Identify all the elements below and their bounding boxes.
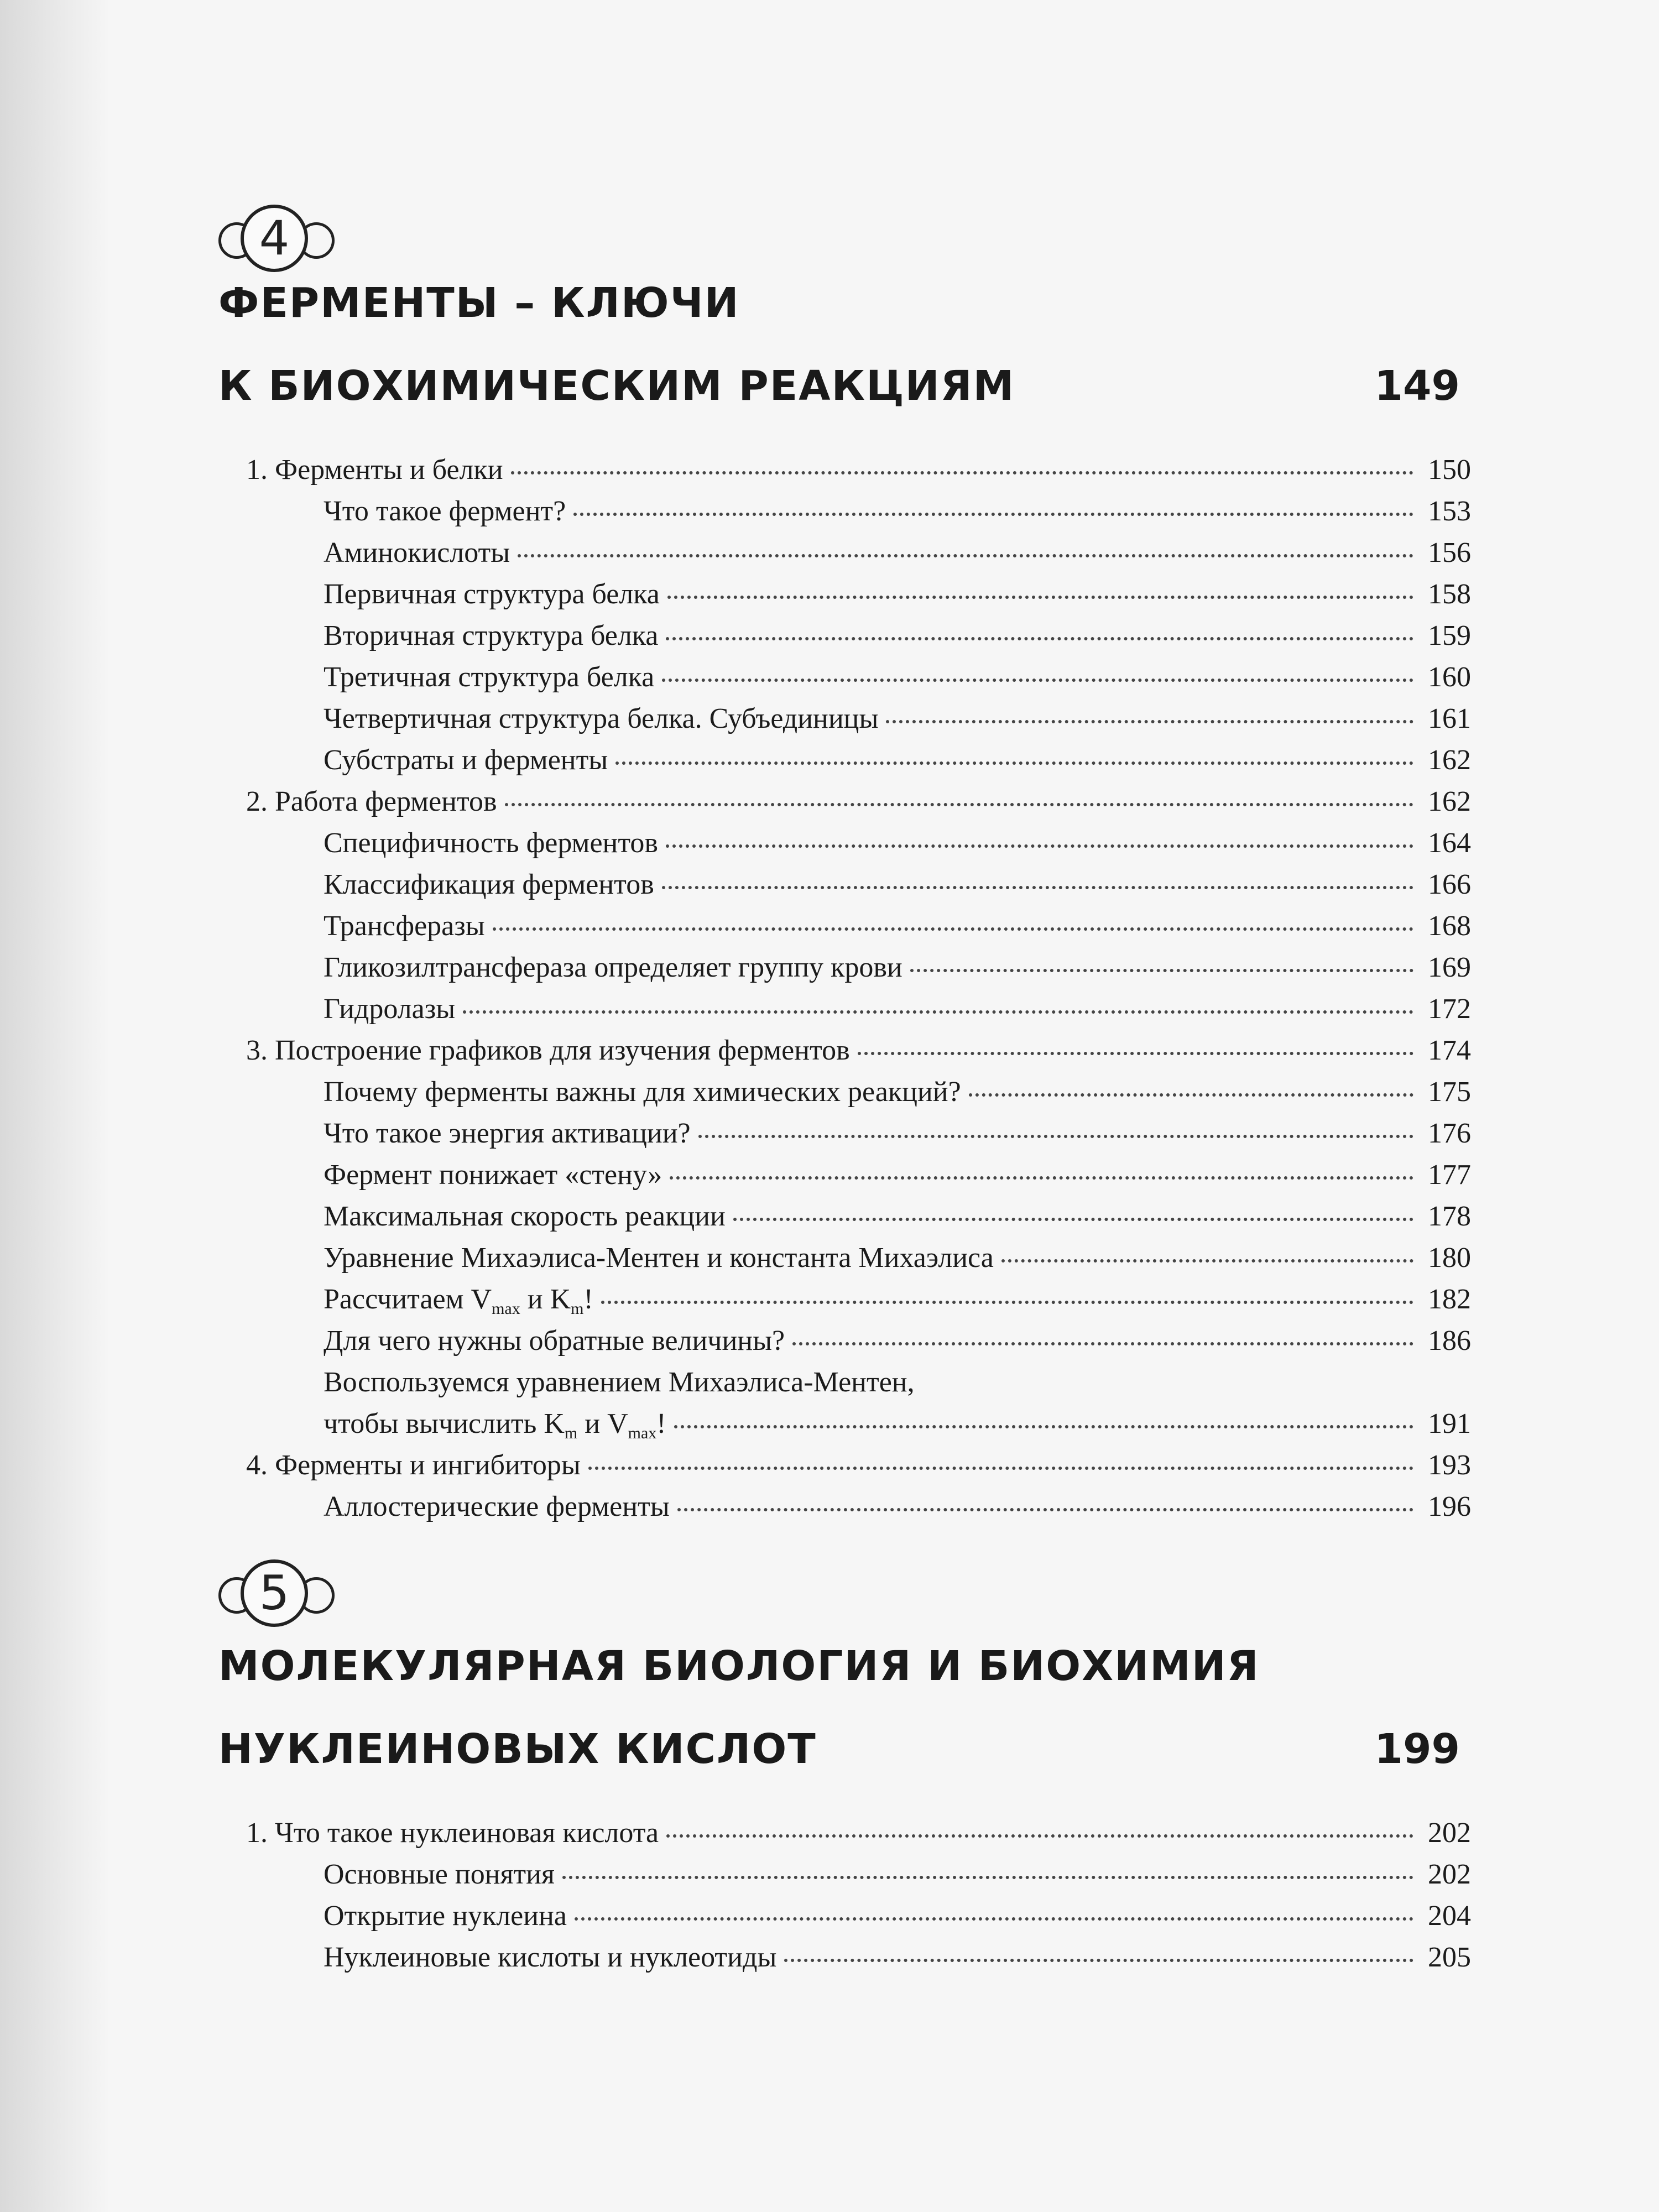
leader-dots xyxy=(588,1466,1413,1470)
leader-dots xyxy=(662,885,1413,889)
chapter-number: 5 xyxy=(241,1559,308,1627)
toc-entry[interactable] xyxy=(324,1488,1471,1526)
chapter-4-badge xyxy=(218,205,340,271)
leader-dots xyxy=(784,1958,1413,1962)
toc-entry[interactable] xyxy=(324,824,1471,863)
toc-entry-page: 150 xyxy=(1428,454,1471,486)
toc-entry[interactable] xyxy=(246,1446,1471,1485)
leader-dots xyxy=(562,1875,1413,1879)
leader-dots xyxy=(733,1217,1413,1221)
formula-text: чтобы вычислить K xyxy=(324,1408,565,1439)
toc-entry-page: 193 xyxy=(1428,1449,1471,1481)
subscript: m xyxy=(571,1300,584,1318)
toc-entry-page: 162 xyxy=(1428,786,1471,817)
leader-dots xyxy=(666,844,1413,848)
chapter-4-title-line2: К БИОХИМИЧЕСКИМ РЕАКЦИЯМ xyxy=(218,362,1015,410)
toc-entry[interactable] xyxy=(324,1280,1471,1319)
toc-entry-page: 162 xyxy=(1428,744,1471,776)
toc-entry-title: Уравнение Михаэлиса-Ментен и константа Михаэлиса xyxy=(324,1242,994,1274)
toc-entry-title: Максимальная скорость реакции xyxy=(324,1201,726,1232)
subscript: m xyxy=(564,1424,578,1442)
toc-entry[interactable] xyxy=(324,1322,1471,1360)
toc-entry-title: Аллостерические ферменты xyxy=(324,1491,670,1522)
toc-entry[interactable] xyxy=(246,451,1471,489)
toc-entry-title: Нуклеиновые кислоты и нуклеотиды xyxy=(324,1942,777,1973)
toc-entry-title: Почему ферменты важны для химических реакций? xyxy=(324,1076,961,1108)
toc-entry-page: 177 xyxy=(1428,1159,1471,1191)
toc-entry[interactable] xyxy=(324,617,1471,655)
toc-entry-title: 4. Ферменты и ингибиторы xyxy=(246,1449,581,1481)
leader-dots xyxy=(698,1134,1413,1138)
toc-entry-title-line1[interactable]: Воспользуемся уравнением Михаэлиса-Ментен, xyxy=(324,1366,915,1398)
toc-entry[interactable] xyxy=(324,700,1471,738)
toc-entry-title: Четвертичная структура белка. Субъединицы xyxy=(324,703,879,734)
leader-dots xyxy=(518,554,1413,557)
toc-entry[interactable] xyxy=(324,948,1471,987)
toc-entry-page: 174 xyxy=(1428,1035,1471,1066)
toc-entry[interactable] xyxy=(324,1239,1471,1277)
chapter-4-title-line1: ФЕРМЕНТЫ – КЛЮЧИ xyxy=(218,279,740,327)
toc-entry-title: Классификация ферментов xyxy=(324,869,654,900)
toc-entry-page: 175 xyxy=(1428,1076,1471,1108)
toc-entry-title: Аминокислоты xyxy=(324,537,510,568)
toc-entry-title: Гидролазы xyxy=(324,993,456,1025)
toc-entry-page: 160 xyxy=(1428,661,1471,693)
toc-entry[interactable] xyxy=(324,1073,1471,1112)
toc-entry-page: 202 xyxy=(1428,1859,1471,1890)
toc-entry[interactable] xyxy=(324,1855,1471,1894)
toc-entry-title: Фермент понижает «стену» xyxy=(324,1159,662,1191)
subscript: max xyxy=(628,1424,657,1442)
leader-dots xyxy=(1001,1259,1413,1262)
subscript: max xyxy=(492,1300,520,1318)
chapter-4-page: 149 xyxy=(1374,362,1460,410)
toc-entry-page: 166 xyxy=(1428,869,1471,900)
leader-dots xyxy=(666,637,1413,640)
toc-entry-title: Открытие нуклеина xyxy=(324,1900,567,1932)
leader-dots xyxy=(969,1093,1413,1097)
toc-entry[interactable] xyxy=(324,575,1471,614)
leader-dots xyxy=(662,678,1413,682)
toc-entry-title: Третичная структура белка xyxy=(324,661,655,693)
toc-entry[interactable] xyxy=(324,907,1471,946)
toc-entry-title: 3. Построение графиков для изучения ферментов xyxy=(246,1035,850,1066)
leader-dots xyxy=(670,1176,1413,1180)
toc-entry[interactable] xyxy=(324,1405,1471,1443)
toc-entry-title: Что такое фермент? xyxy=(324,495,566,527)
toc-entry[interactable] xyxy=(324,990,1471,1029)
leader-dots xyxy=(601,1300,1413,1304)
leader-dots xyxy=(573,512,1413,516)
toc-entry-page: 205 xyxy=(1428,1942,1471,1973)
toc-entry-title: Трансферазы xyxy=(324,910,485,942)
toc-entry-title xyxy=(324,1405,666,1453)
toc-entry-title: Специфичность ферментов xyxy=(324,827,658,859)
toc-entry-title xyxy=(324,1280,593,1328)
leader-dots xyxy=(910,968,1413,972)
toc-entry-page: 158 xyxy=(1428,578,1471,610)
leader-dots xyxy=(511,471,1413,474)
toc-entry-page: 180 xyxy=(1428,1242,1471,1274)
leader-dots xyxy=(792,1342,1413,1345)
toc-entry-title: Гликозилтрансфераза определяет группу крови xyxy=(324,952,902,983)
toc-entry-page: 191 xyxy=(1428,1408,1471,1439)
toc-entry-page: 202 xyxy=(1428,1817,1471,1849)
leader-dots xyxy=(505,802,1413,806)
formula-text: и V xyxy=(577,1408,628,1439)
toc-entry[interactable] xyxy=(246,1031,1471,1070)
formula-text: и K xyxy=(520,1284,571,1315)
chapter-5-title-line2: НУКЛЕИНОВЫХ КИСЛОТ xyxy=(218,1725,817,1773)
toc-entry[interactable] xyxy=(324,865,1471,904)
toc-entry-page: 161 xyxy=(1428,703,1471,734)
toc-entry-title: 1. Что такое нуклеиновая кислота xyxy=(246,1817,659,1849)
leader-dots xyxy=(674,1425,1413,1428)
toc-entry-title: 2. Работа ферментов xyxy=(246,786,497,817)
toc-entry-title: Для чего нужны обратные величины? xyxy=(324,1325,785,1357)
toc-entry-page: 159 xyxy=(1428,620,1471,651)
toc-entry[interactable] xyxy=(324,1197,1471,1236)
toc-entry-page: 186 xyxy=(1428,1325,1471,1357)
toc-entry[interactable] xyxy=(324,534,1471,572)
toc-entry[interactable] xyxy=(324,741,1471,780)
leader-dots xyxy=(615,761,1413,765)
formula-text: Рассчитаем V xyxy=(324,1284,492,1315)
toc-entry[interactable] xyxy=(324,658,1471,697)
formula-text: ! xyxy=(656,1408,666,1439)
toc-entry[interactable] xyxy=(324,1114,1471,1153)
toc-entry[interactable] xyxy=(324,492,1471,531)
toc-entry-page: 169 xyxy=(1428,952,1471,983)
toc-entry-title: Вторичная структура белка xyxy=(324,620,659,651)
leader-dots xyxy=(575,1917,1413,1921)
toc-entry-page: 176 xyxy=(1428,1118,1471,1149)
toc-entry[interactable] xyxy=(324,1938,1471,1977)
toc-entry-page: 196 xyxy=(1428,1491,1471,1522)
toc-entry-page: 164 xyxy=(1428,827,1471,859)
leader-dots xyxy=(493,927,1413,931)
toc-entry[interactable] xyxy=(246,1814,1471,1853)
toc-entry-page: 156 xyxy=(1428,537,1471,568)
leader-dots xyxy=(858,1051,1413,1055)
toc-entry[interactable] xyxy=(246,782,1471,821)
toc-entry-title: Основные понятия xyxy=(324,1859,555,1890)
leader-dots xyxy=(666,1834,1413,1838)
toc-entry-page: 204 xyxy=(1428,1900,1471,1932)
toc-entry-page: 178 xyxy=(1428,1201,1471,1232)
chapter-5-badge xyxy=(218,1559,340,1626)
toc-entry-page: 153 xyxy=(1428,495,1471,527)
toc-entry-title: Первичная структура белка xyxy=(324,578,660,610)
toc-entry-page: 182 xyxy=(1428,1284,1471,1315)
toc-entry[interactable] xyxy=(324,1897,1471,1936)
toc-entry[interactable] xyxy=(324,1156,1471,1194)
toc-entry-title: Субстраты и ферменты xyxy=(324,744,608,776)
toc-entry-title: 1. Ферменты и белки xyxy=(246,454,503,486)
chapter-5-page: 199 xyxy=(1374,1725,1460,1773)
toc-entry-page: 172 xyxy=(1428,993,1471,1025)
toc-entry-page: 168 xyxy=(1428,910,1471,942)
formula-text: ! xyxy=(583,1284,593,1315)
leader-dots xyxy=(667,595,1413,599)
leader-dots xyxy=(886,719,1413,723)
chapter-5-title-line1: МОЛЕКУЛЯРНАЯ БИОЛОГИЯ И БИОХИМИЯ xyxy=(218,1642,1260,1690)
toc-entry-title: Что такое энергия активации? xyxy=(324,1118,691,1149)
leader-dots xyxy=(463,1010,1413,1014)
leader-dots xyxy=(677,1507,1413,1511)
chapter-number: 4 xyxy=(241,205,308,272)
